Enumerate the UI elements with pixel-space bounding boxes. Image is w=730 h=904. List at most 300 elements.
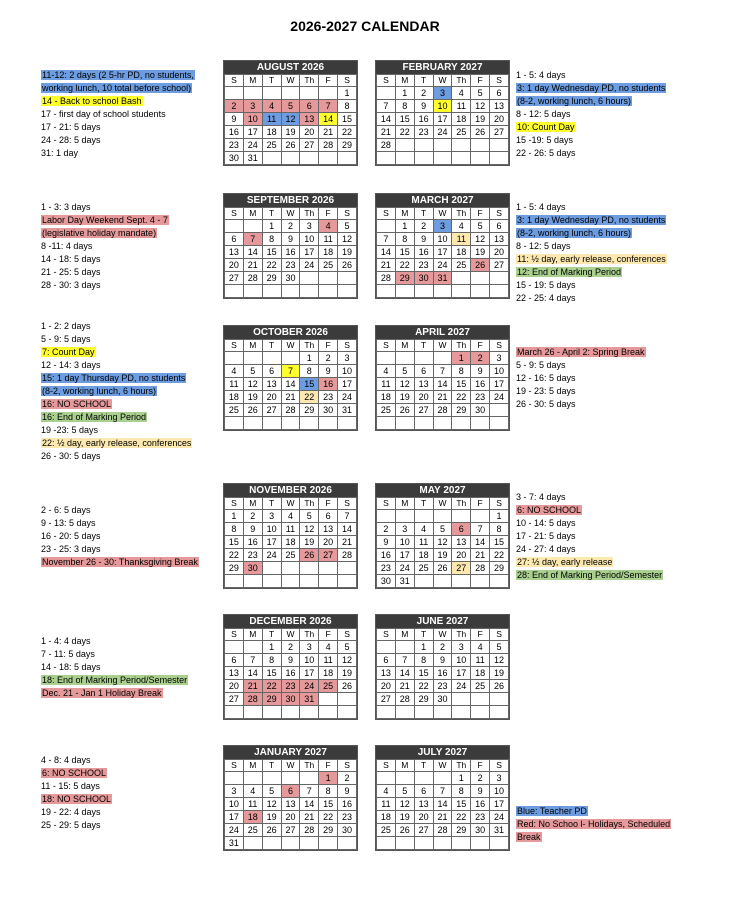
day-cell: 1 — [452, 772, 471, 785]
note-line — [41, 504, 199, 517]
day-cell: 23 — [319, 391, 338, 404]
empty-cell — [377, 510, 396, 523]
day-cell: 19 — [471, 246, 490, 259]
day-cell: 14 — [395, 667, 414, 680]
note-line — [41, 411, 192, 424]
empty-cell — [262, 152, 281, 165]
note-line — [41, 661, 188, 674]
month-february-2027 — [375, 60, 510, 166]
day-cell: 10 — [243, 113, 262, 126]
note-line — [516, 279, 667, 292]
month-grid — [376, 628, 509, 719]
empty-cell — [452, 152, 471, 165]
day-cell: 21 — [433, 811, 452, 824]
note-line — [41, 240, 169, 253]
note-line — [516, 134, 666, 147]
weekday-label: S — [225, 760, 244, 772]
day-cell: 20 — [319, 536, 338, 549]
weekday-label: Th — [452, 208, 471, 220]
day-cell: 19 — [281, 126, 300, 139]
weekday-label: S — [377, 340, 396, 352]
day-cell: 14 — [377, 246, 396, 259]
day-cell: 27 — [490, 126, 509, 139]
weekday-label: S — [490, 75, 509, 87]
day-cell: 2 — [377, 523, 396, 536]
empty-cell — [395, 837, 414, 850]
day-cell: 21 — [377, 259, 396, 272]
day-cell: 26 — [338, 259, 357, 272]
day-cell: 17 — [300, 246, 319, 259]
day-cell: 19 — [395, 811, 414, 824]
empty-cell — [281, 87, 300, 100]
empty-cell — [243, 352, 262, 365]
weekday-label: Th — [300, 629, 319, 641]
day-cell: 13 — [225, 667, 244, 680]
note-text: 14 - 18: 5 days — [41, 662, 101, 672]
day-cell: 3 — [225, 785, 244, 798]
day-cell: 1 — [262, 641, 281, 654]
day-cell: 21 — [471, 549, 490, 562]
day-cell: 6 — [452, 523, 471, 536]
note-text: 16: End of Marking Period — [42, 412, 147, 422]
empty-cell — [433, 139, 452, 152]
note-line — [41, 385, 192, 398]
day-cell: 5 — [395, 785, 414, 798]
day-cell: 3 — [338, 352, 357, 365]
note-text: 17 - first day of school students — [41, 109, 166, 119]
day-cell: 29 — [490, 562, 509, 575]
day-cell: 18 — [377, 391, 396, 404]
day-cell: 25 — [452, 259, 471, 272]
day-cell: 9 — [433, 654, 452, 667]
weekday-label: M — [395, 75, 414, 87]
day-cell: 4 — [414, 523, 433, 536]
day-cell: 21 — [377, 126, 396, 139]
day-cell: 15 — [395, 246, 414, 259]
day-cell: 22 — [452, 811, 471, 824]
day-cell: 12 — [281, 113, 300, 126]
day-cell: 11 — [225, 378, 244, 391]
day-cell: 24 — [395, 562, 414, 575]
day-cell: 5 — [433, 523, 452, 536]
day-cell: 7 — [395, 654, 414, 667]
day-cell: 7 — [243, 233, 262, 246]
day-cell: 27 — [377, 693, 396, 706]
empty-cell — [490, 139, 509, 152]
day-cell: 17 — [433, 246, 452, 259]
note-line — [516, 292, 667, 305]
day-cell: 5 — [395, 365, 414, 378]
day-cell: 26 — [338, 680, 357, 693]
day-cell: 20 — [262, 391, 281, 404]
day-cell: 24 — [490, 391, 509, 404]
note-line — [516, 346, 646, 359]
day-cell: 12 — [262, 798, 281, 811]
note-line — [41, 437, 192, 450]
day-cell: 11 — [471, 654, 490, 667]
day-cell: 13 — [281, 798, 300, 811]
note-line — [516, 818, 671, 831]
day-cell: 13 — [452, 536, 471, 549]
day-cell: 13 — [300, 113, 319, 126]
note-text: 26 - 30: 5 days — [516, 399, 576, 409]
day-cell: 30 — [319, 404, 338, 417]
empty-cell — [452, 693, 471, 706]
day-cell: 4 — [377, 365, 396, 378]
day-cell: 19 — [471, 113, 490, 126]
day-cell: 27 — [300, 139, 319, 152]
day-cell: 15 — [225, 536, 244, 549]
note-text: Break — [517, 832, 541, 842]
day-cell: 23 — [281, 259, 300, 272]
note-text: 24 - 28: 5 days — [41, 135, 101, 145]
weekday-label: S — [225, 340, 244, 352]
day-cell: 26 — [243, 404, 262, 417]
day-cell: 20 — [414, 811, 433, 824]
note-text: 3: 1 day Wednesday PD, no students — [517, 83, 666, 93]
empty-cell — [414, 510, 433, 523]
note-text: 27: ½ day, early release — [517, 557, 613, 567]
day-cell: 6 — [377, 654, 396, 667]
note-line — [41, 82, 195, 95]
day-cell: 25 — [225, 404, 244, 417]
month-may-2027 — [375, 483, 510, 589]
notes-september — [41, 201, 169, 292]
day-cell: 6 — [414, 785, 433, 798]
note-text: 31: 1 day — [41, 148, 79, 158]
empty-cell — [300, 706, 319, 719]
empty-cell — [395, 706, 414, 719]
empty-cell — [300, 285, 319, 298]
day-cell: 22 — [262, 259, 281, 272]
empty-cell — [262, 575, 281, 588]
note-line — [41, 346, 192, 359]
empty-cell — [414, 139, 433, 152]
page-title: 2026-2027 CALENDAR — [290, 18, 440, 34]
empty-cell — [471, 706, 490, 719]
weekday-label: S — [377, 75, 396, 87]
day-cell: 29 — [452, 404, 471, 417]
empty-cell — [225, 772, 244, 785]
day-cell: 3 — [490, 352, 509, 365]
day-cell: 3 — [490, 772, 509, 785]
month-header: SEPTEMBER 2026 — [224, 194, 357, 207]
day-cell: 5 — [338, 220, 357, 233]
day-cell: 17 — [300, 667, 319, 680]
note-text: 26 - 30: 5 days — [41, 451, 101, 461]
day-cell: 27 — [225, 272, 244, 285]
day-cell: 27 — [414, 824, 433, 837]
day-cell: 16 — [414, 113, 433, 126]
empty-cell — [300, 772, 319, 785]
weekday-label: F — [471, 75, 490, 87]
note-line — [516, 69, 666, 82]
day-cell: 2 — [225, 100, 244, 113]
day-cell: 22 — [395, 259, 414, 272]
weekday-label: M — [243, 208, 262, 220]
note-line — [41, 134, 195, 147]
empty-cell — [281, 837, 300, 850]
day-cell: 7 — [243, 654, 262, 667]
empty-cell — [262, 87, 281, 100]
note-line — [41, 450, 192, 463]
weekday-label: T — [414, 629, 433, 641]
day-cell: 6 — [414, 365, 433, 378]
day-cell: 18 — [452, 246, 471, 259]
day-cell: 24 — [262, 549, 281, 562]
empty-cell — [319, 562, 338, 575]
day-cell: 21 — [243, 259, 262, 272]
day-cell: 10 — [262, 523, 281, 536]
month-january-2027 — [223, 745, 358, 851]
weekday-label: S — [490, 340, 509, 352]
day-cell: 19 — [433, 549, 452, 562]
note-text: 1 - 5: 4 days — [516, 202, 566, 212]
empty-cell — [281, 152, 300, 165]
day-cell: 12 — [338, 233, 357, 246]
day-cell: 20 — [225, 680, 244, 693]
empty-cell — [377, 152, 396, 165]
weekday-label: W — [433, 75, 452, 87]
note-line — [41, 819, 112, 832]
day-cell: 4 — [225, 365, 244, 378]
empty-cell — [262, 352, 281, 365]
day-cell: 26 — [281, 139, 300, 152]
day-cell: 18 — [452, 113, 471, 126]
note-text: 3 - 7: 4 days — [516, 492, 566, 502]
weekday-label: Th — [452, 629, 471, 641]
weekday-label: S — [338, 75, 357, 87]
day-cell: 17 — [225, 811, 244, 824]
empty-cell — [225, 641, 244, 654]
empty-cell — [452, 417, 471, 430]
note-line — [41, 320, 192, 333]
day-cell: 24 — [433, 126, 452, 139]
day-cell: 24 — [338, 391, 357, 404]
note-text: 28: End of Marking Period/Semester — [517, 570, 663, 580]
empty-cell — [225, 220, 244, 233]
day-cell: 23 — [471, 391, 490, 404]
day-cell: 26 — [300, 549, 319, 562]
empty-cell — [452, 837, 471, 850]
note-line — [41, 227, 169, 240]
day-cell: 13 — [225, 246, 244, 259]
empty-cell — [281, 575, 300, 588]
day-cell: 25 — [452, 126, 471, 139]
day-cell: 29 — [338, 139, 357, 152]
day-cell: 26 — [471, 259, 490, 272]
empty-cell — [225, 285, 244, 298]
weekday-label: Th — [452, 498, 471, 510]
note-text: 24 - 27: 4 days — [516, 544, 576, 554]
month-october-2026 — [223, 325, 358, 431]
month-grid — [376, 74, 509, 165]
note-text: Red: No Schoo l- Holidays, Scheduled — [517, 819, 671, 829]
weekday-label: Th — [300, 760, 319, 772]
day-cell: 1 — [414, 641, 433, 654]
day-cell: 27 — [281, 824, 300, 837]
note-text: working lunch, 10 total before school) — [42, 83, 192, 93]
day-cell: 31 — [338, 404, 357, 417]
note-line — [41, 687, 188, 700]
note-line — [41, 424, 192, 437]
month-header: JULY 2027 — [376, 746, 509, 759]
note-line — [41, 147, 195, 160]
day-cell: 4 — [281, 510, 300, 523]
note-line — [516, 504, 663, 517]
day-cell: 24 — [452, 680, 471, 693]
day-cell: 21 — [243, 680, 262, 693]
month-header: AUGUST 2026 — [224, 61, 357, 74]
day-cell: 29 — [395, 272, 414, 285]
day-cell: 25 — [243, 824, 262, 837]
month-grid — [224, 628, 357, 719]
day-cell: 28 — [471, 562, 490, 575]
empty-cell — [300, 152, 319, 165]
empty-cell — [243, 87, 262, 100]
note-line — [41, 95, 195, 108]
weekday-label: S — [490, 629, 509, 641]
weekday-label: Th — [300, 208, 319, 220]
month-header: FEBRUARY 2027 — [376, 61, 509, 74]
day-cell: 5 — [471, 220, 490, 233]
day-cell: 6 — [225, 233, 244, 246]
notes-october — [41, 320, 192, 463]
note-text: 22: ½ day, early release, conferences — [42, 438, 192, 448]
day-cell: 25 — [471, 680, 490, 693]
note-line — [516, 831, 671, 844]
month-header: NOVEMBER 2026 — [224, 484, 357, 497]
empty-cell — [225, 352, 244, 365]
empty-cell — [281, 417, 300, 430]
note-text: 19 -23: 5 days — [41, 425, 99, 435]
empty-cell — [452, 575, 471, 588]
empty-cell — [395, 285, 414, 298]
empty-cell — [452, 139, 471, 152]
day-cell: 27 — [319, 549, 338, 562]
day-cell: 12 — [338, 654, 357, 667]
empty-cell — [319, 417, 338, 430]
note-text: 19 - 22: 4 days — [41, 807, 101, 817]
day-cell: 12 — [471, 100, 490, 113]
day-cell: 10 — [225, 798, 244, 811]
day-cell: 31 — [490, 824, 509, 837]
day-cell: 22 — [490, 549, 509, 562]
weekday-label: Th — [300, 340, 319, 352]
weekday-label: Th — [300, 498, 319, 510]
day-cell: 21 — [433, 391, 452, 404]
note-text: 16: NO SCHOOL — [42, 399, 112, 409]
empty-cell — [243, 575, 262, 588]
day-cell: 30 — [471, 404, 490, 417]
empty-cell — [471, 837, 490, 850]
note-line — [516, 530, 663, 543]
day-cell: 29 — [300, 404, 319, 417]
weekday-label: F — [471, 498, 490, 510]
day-cell: 26 — [490, 680, 509, 693]
day-cell: 17 — [490, 798, 509, 811]
day-cell: 18 — [471, 667, 490, 680]
weekday-label: T — [262, 760, 281, 772]
day-cell: 18 — [225, 391, 244, 404]
day-cell: 27 — [452, 562, 471, 575]
note-text: 15 - 19: 5 days — [516, 280, 576, 290]
weekday-label: T — [262, 208, 281, 220]
day-cell: 14 — [243, 667, 262, 680]
day-cell: 8 — [490, 523, 509, 536]
note-text: 11 - 15: 5 days — [41, 781, 100, 791]
month-july-2027 — [375, 745, 510, 851]
day-cell: 18 — [319, 246, 338, 259]
day-cell: 8 — [262, 233, 281, 246]
empty-cell — [338, 706, 357, 719]
day-cell: 10 — [395, 536, 414, 549]
note-line — [41, 543, 199, 556]
empty-cell — [395, 152, 414, 165]
month-header: MAY 2027 — [376, 484, 509, 497]
day-cell: 22 — [300, 391, 319, 404]
empty-cell — [262, 562, 281, 575]
empty-cell — [338, 152, 357, 165]
day-cell: 17 — [433, 113, 452, 126]
note-text: 8 - 12: 5 days — [516, 241, 571, 251]
note-text: Labor Day Weekend Sept. 4 - 7 — [42, 215, 168, 225]
note-line — [516, 121, 666, 134]
note-line — [516, 266, 667, 279]
weekday-label: T — [414, 760, 433, 772]
empty-cell — [319, 706, 338, 719]
day-cell: 13 — [377, 667, 396, 680]
day-cell: 19 — [262, 811, 281, 824]
empty-cell — [490, 152, 509, 165]
empty-cell — [319, 693, 338, 706]
day-cell: 2 — [414, 87, 433, 100]
day-cell: 1 — [300, 352, 319, 365]
note-text: November 26 - 30: Thanksgiving Break — [42, 557, 198, 567]
note-text: 18: End of Marking Period/Semester — [42, 675, 188, 685]
notes-august — [41, 69, 195, 160]
empty-cell — [281, 285, 300, 298]
day-cell: 16 — [414, 246, 433, 259]
empty-cell — [243, 837, 262, 850]
day-cell: 4 — [319, 220, 338, 233]
day-cell: 25 — [262, 139, 281, 152]
notes-january — [41, 754, 112, 832]
note-line — [516, 556, 663, 569]
month-grid — [224, 497, 357, 588]
day-cell: 1 — [490, 510, 509, 523]
note-line — [41, 780, 112, 793]
empty-cell — [338, 693, 357, 706]
day-cell: 13 — [490, 100, 509, 113]
note-line — [41, 635, 188, 648]
weekday-label: T — [414, 208, 433, 220]
day-cell: 22 — [338, 126, 357, 139]
day-cell: 1 — [262, 220, 281, 233]
day-cell: 19 — [490, 667, 509, 680]
day-cell: 3 — [243, 100, 262, 113]
empty-cell — [243, 285, 262, 298]
day-cell: 14 — [471, 536, 490, 549]
day-cell: 23 — [243, 549, 262, 562]
note-line — [516, 95, 666, 108]
note-line — [41, 359, 192, 372]
note-line — [516, 82, 666, 95]
empty-cell — [414, 772, 433, 785]
day-cell: 11 — [262, 113, 281, 126]
note-line — [516, 805, 671, 818]
month-grid — [376, 759, 509, 850]
